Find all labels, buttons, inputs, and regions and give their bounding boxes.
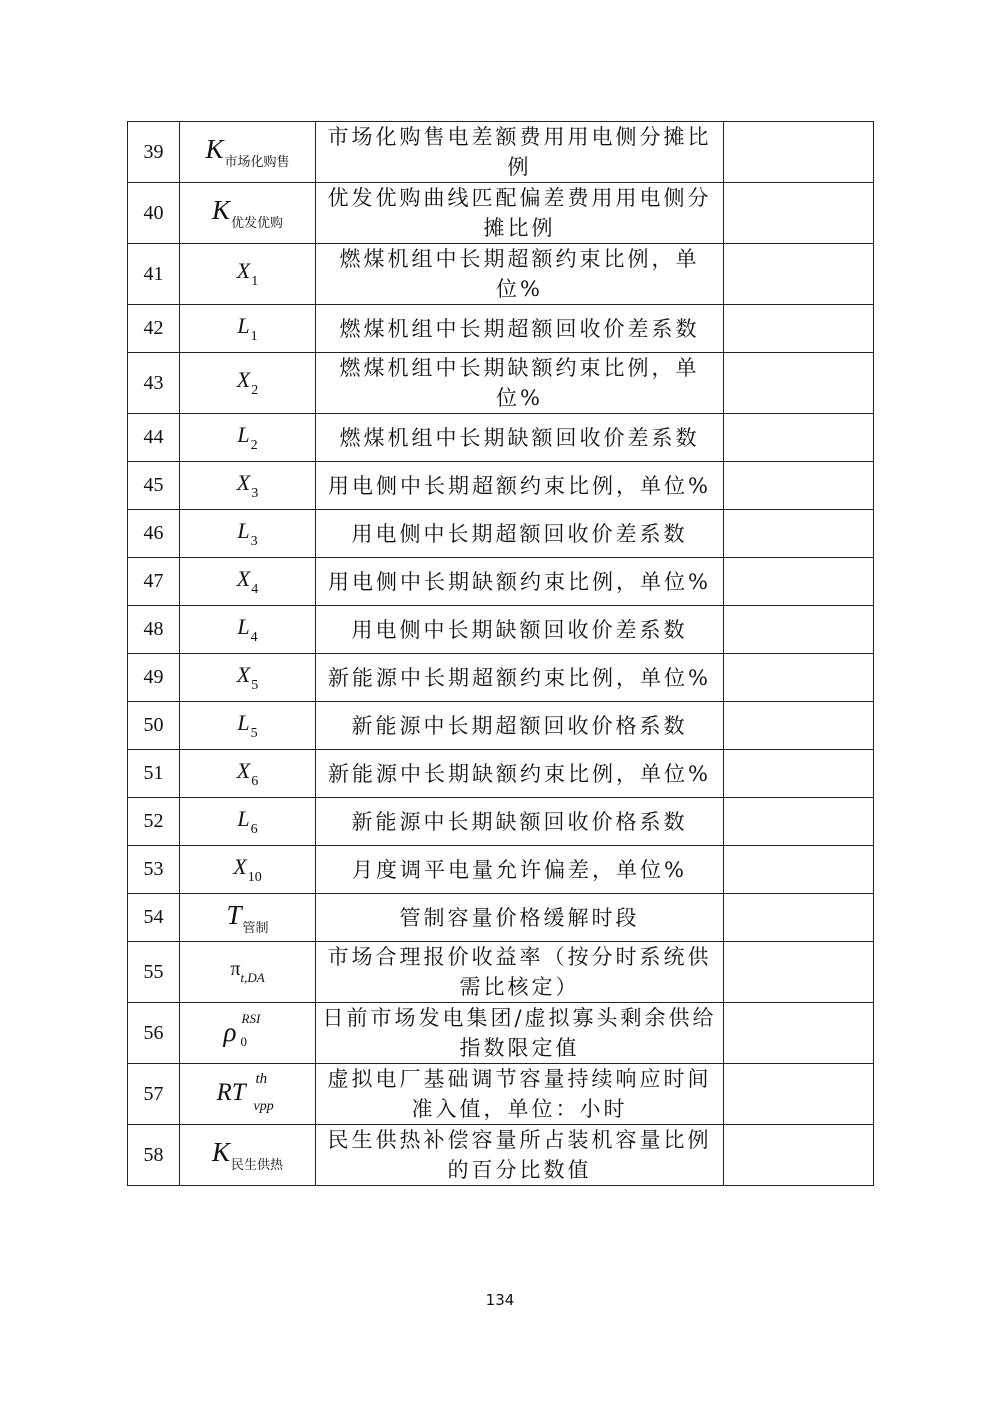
- table-row: [128, 702, 874, 750]
- description-cell: 民生供热补偿容量所占装机容量比例的百分比数值: [316, 1125, 724, 1186]
- remarks-cell: [724, 305, 874, 353]
- symbol-subscript: 3: [251, 485, 259, 501]
- symbol-base: ρ: [223, 1016, 237, 1047]
- symbol-subscript: 管制: [242, 920, 269, 936]
- symbol-subscript: 1: [251, 274, 259, 289]
- row-number: 50: [128, 702, 180, 750]
- remarks-cell: [724, 654, 874, 702]
- description-cell: 用电侧中长期超额约束比例，单位%: [316, 462, 724, 510]
- symbol-cell: [180, 414, 316, 462]
- symbol-cell: [180, 654, 316, 702]
- remarks-cell: [724, 183, 874, 244]
- remarks-cell: [724, 894, 874, 942]
- description-cell: 燃煤机组中长期缺额回收价差系数: [316, 414, 724, 462]
- row-number: 54: [128, 894, 180, 942]
- description-cell: 市场合理报价收益率（按分时系统供需比核定）: [316, 942, 724, 1003]
- table-row: [128, 1003, 874, 1064]
- table-row: [128, 244, 874, 305]
- symbol-cell: [180, 702, 316, 750]
- remarks-cell: [724, 122, 874, 183]
- remarks-cell: [724, 1125, 874, 1186]
- row-number: 46: [128, 510, 180, 558]
- description-cell: 管制容量价格缓解时段: [316, 894, 724, 942]
- row-number: 48: [128, 606, 180, 654]
- symbol-subscript: t,DA: [240, 970, 265, 985]
- row-number: 45: [128, 462, 180, 510]
- rt-symbol: [213, 1069, 283, 1115]
- row-number: 58: [128, 1125, 180, 1186]
- rho-symbol: [218, 1009, 278, 1053]
- row-number: 44: [128, 414, 180, 462]
- symbol-subscript: 5: [250, 725, 258, 741]
- symbol-base: X: [236, 258, 251, 283]
- symbol-cell: [180, 244, 316, 305]
- row-number: 53: [128, 846, 180, 894]
- table-row: [128, 462, 874, 510]
- description-cell: 新能源中长期缺额约束比例，单位%: [316, 750, 724, 798]
- description-cell: 用电侧中长期超额回收价差系数: [316, 510, 724, 558]
- symbol-base: X: [236, 565, 251, 591]
- symbol-subscript: 3: [250, 533, 258, 549]
- symbol-subscript: vpp: [253, 1098, 274, 1114]
- symbol-cell: [180, 122, 316, 183]
- symbol-base: X: [236, 661, 251, 687]
- row-number: 43: [128, 353, 180, 414]
- symbol-base: L: [237, 805, 250, 831]
- symbol-subscript: 4: [250, 629, 258, 645]
- symbol-cell: [180, 510, 316, 558]
- description-cell: 新能源中长期超额回收价格系数: [316, 702, 724, 750]
- remarks-cell: [724, 1003, 874, 1064]
- parameter-table: [127, 121, 874, 1186]
- symbol-cell: [180, 1003, 316, 1064]
- row-number: 47: [128, 558, 180, 606]
- symbol-base: K: [205, 134, 224, 164]
- table-row: [128, 353, 874, 414]
- row-number: 56: [128, 1003, 180, 1064]
- row-number: 55: [128, 942, 180, 1003]
- table-row: [128, 606, 874, 654]
- table-row: [128, 183, 874, 244]
- symbol-subscript: 优发优购: [231, 216, 284, 231]
- description-cell: 新能源中长期超额约束比例，单位%: [316, 654, 724, 702]
- description-cell: 优发优购曲线匹配偏差费用用电侧分摊比例: [316, 183, 724, 244]
- remarks-cell: [724, 558, 874, 606]
- table-row: [128, 894, 874, 942]
- symbol-subscript: 4: [251, 581, 259, 597]
- remarks-cell: [724, 414, 874, 462]
- symbol-base: π: [230, 958, 241, 980]
- description-cell: 燃煤机组中长期超额回收价差系数: [316, 305, 724, 353]
- symbol-subscript: 6: [250, 821, 258, 837]
- symbol-cell: [180, 606, 316, 654]
- row-number: 42: [128, 305, 180, 353]
- table-row: [128, 1064, 874, 1125]
- symbol-cell: [180, 1125, 316, 1186]
- page-number: 134: [485, 1291, 515, 1309]
- symbol-subscript: 2: [250, 437, 258, 453]
- symbol-cell: [180, 750, 316, 798]
- description-cell: 燃煤机组中长期缺额约束比例，单位%: [316, 353, 724, 414]
- symbol-subscript: 市场化购售: [224, 155, 290, 170]
- description-cell: 虚拟电厂基础调节容量持续响应时间准入值，单位：小时: [316, 1064, 724, 1125]
- description-cell: 新能源中长期缺额回收价格系数: [316, 798, 724, 846]
- symbol-superscript: RSI: [241, 1010, 261, 1026]
- symbol-subscript: 1: [250, 328, 258, 344]
- description-cell: 日前市场发电集团/虚拟寡头剩余供给指数限定值: [316, 1003, 724, 1064]
- table-row: [128, 558, 874, 606]
- remarks-cell: [724, 846, 874, 894]
- symbol-base: X: [236, 757, 251, 783]
- table-row: [128, 846, 874, 894]
- remarks-cell: [724, 510, 874, 558]
- row-number: 41: [128, 244, 180, 305]
- symbol-cell: [180, 558, 316, 606]
- table-row: [128, 122, 874, 183]
- remarks-cell: [724, 798, 874, 846]
- description-cell: 用电侧中长期缺额约束比例，单位%: [316, 558, 724, 606]
- symbol-base: X: [233, 853, 247, 879]
- remarks-cell: [724, 702, 874, 750]
- symbol-cell: [180, 183, 316, 244]
- symbol-base: X: [236, 367, 251, 392]
- symbol-cell: [180, 353, 316, 414]
- description-cell: 用电侧中长期缺额回收价差系数: [316, 606, 724, 654]
- remarks-cell: [724, 1064, 874, 1125]
- symbol-subscript: 6: [251, 773, 259, 789]
- table-row: [128, 414, 874, 462]
- description-cell: 燃煤机组中长期超额约束比例，单位%: [316, 244, 724, 305]
- symbol-cell: [180, 798, 316, 846]
- symbol-cell: [180, 462, 316, 510]
- remarks-cell: [724, 942, 874, 1003]
- symbol-cell: [180, 942, 316, 1003]
- symbol-base: L: [237, 312, 250, 338]
- row-number: 49: [128, 654, 180, 702]
- symbol-base: L: [237, 709, 250, 735]
- table-row: [128, 942, 874, 1003]
- symbol-cell: [180, 1064, 316, 1125]
- remarks-cell: [724, 462, 874, 510]
- symbol-superscript: th: [255, 1070, 268, 1087]
- symbol-subscript: 5: [251, 677, 259, 693]
- remarks-cell: [724, 750, 874, 798]
- table-row: [128, 510, 874, 558]
- row-number: 57: [128, 1064, 180, 1125]
- symbol-base: L: [237, 421, 250, 447]
- table-row: [128, 798, 874, 846]
- description-cell: 市场化购售电差额费用用电侧分摊比例: [316, 122, 724, 183]
- table-row: [128, 1125, 874, 1186]
- symbol-base: L: [237, 517, 250, 543]
- table-row: [128, 305, 874, 353]
- row-number: 52: [128, 798, 180, 846]
- symbol-subscript: 10: [247, 869, 262, 885]
- remarks-cell: [724, 244, 874, 305]
- symbol-base: K: [211, 1137, 230, 1167]
- description-cell: 月度调平电量允许偏差，单位%: [316, 846, 724, 894]
- symbol-base: RT: [216, 1078, 246, 1106]
- symbol-base: K: [211, 195, 230, 225]
- symbol-cell: [180, 305, 316, 353]
- remarks-cell: [724, 606, 874, 654]
- symbol-base: L: [237, 613, 250, 639]
- row-number: 39: [128, 122, 180, 183]
- symbol-base: T: [226, 899, 242, 930]
- remarks-cell: [724, 353, 874, 414]
- table-row: [128, 750, 874, 798]
- symbol-cell: [180, 846, 316, 894]
- symbol-subscript: 2: [251, 383, 259, 398]
- symbol-subscript: 民生供热: [231, 1158, 284, 1173]
- row-number: 51: [128, 750, 180, 798]
- symbol-base: X: [236, 469, 251, 495]
- symbol-cell: [180, 894, 316, 942]
- row-number: 40: [128, 183, 180, 244]
- table-row: [128, 654, 874, 702]
- symbol-subscript: 0: [240, 1033, 247, 1049]
